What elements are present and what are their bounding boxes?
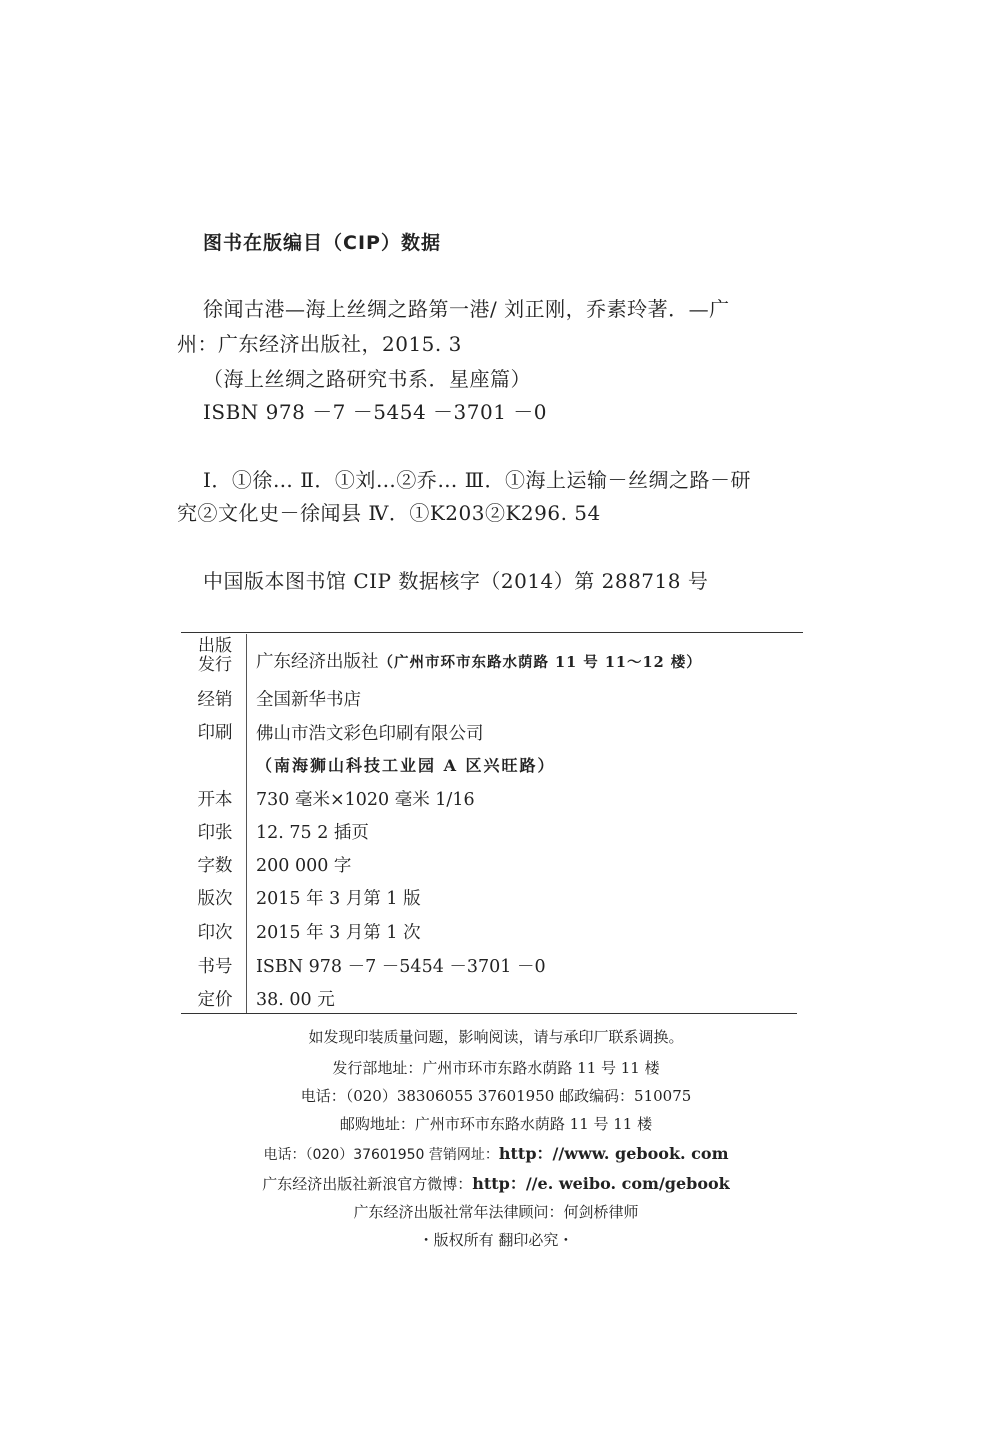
sheets-value: 12. 75 2 插页 — [256, 823, 369, 843]
publisher-value — [256, 648, 702, 673]
words-label: 字数 — [197, 856, 233, 876]
weibo-prefix: 广东经济出版社新浪官方微博： — [262, 1175, 473, 1193]
printer-value: 佛山市浩文彩色印刷有限公司 — [256, 724, 484, 744]
distributor-label: 经销 — [197, 690, 233, 710]
cip-title: 图书在版编目（CIP）数据 — [203, 232, 441, 254]
table-top-rule — [181, 632, 803, 633]
words-value: 200 000 字 — [256, 856, 352, 876]
quality-notice: 如发现印装质量问题，影响阅读，请与承印厂联系调换。 — [308, 1028, 684, 1046]
table-divider — [246, 634, 247, 1013]
sheets-label: 印张 — [197, 823, 233, 843]
cip-line-1: 徐闻古港—海上丝绸之路第一港/ 刘正刚，乔素玲著．—广 — [203, 297, 730, 321]
cip-line-4: ISBN 978 －7 －5454 －3701 －0 — [203, 400, 548, 424]
website-link[interactable]: http：//www. gebook. com — [498, 1144, 729, 1163]
cip-line-5: Ⅰ．①徐… Ⅱ．①刘…②乔… Ⅲ．①海上运输－丝绸之路－研 — [203, 468, 751, 492]
printer-label: 印刷 — [197, 723, 233, 743]
dist-address: 发行部地址：广州市环市东路水荫路 11 号 11 楼 — [332, 1059, 660, 1077]
distributor-value: 全国新华书店 — [256, 690, 361, 710]
cip-line-2: 州：广东经济出版社，2015. 3 — [177, 332, 462, 356]
publisher-address: （广州市环市东路水荫路 11 号 11～12 楼） — [378, 654, 702, 671]
isbn-label: 书号 — [197, 957, 233, 977]
publisher-label: 出版 发行 — [198, 636, 232, 675]
format-label: 开本 — [197, 790, 233, 810]
mail-phone-line — [0, 1141, 992, 1164]
isbn-value: ISBN 978 －7 －5454 －3701 －0 — [256, 957, 546, 977]
printing-value: 2015 年 3 月第 1 次 — [256, 923, 421, 943]
printer-address: （南海狮山科技工业园 A 区兴旺路） — [256, 756, 556, 775]
price-label: 定价 — [197, 990, 233, 1010]
edition-value: 2015 年 3 月第 1 版 — [256, 889, 421, 909]
price-value: 38. 00 元 — [256, 990, 335, 1010]
printing-label: 印次 — [197, 923, 233, 943]
mail-phone: 电话：（020）37601950 营销网址： — [263, 1147, 499, 1163]
cip-line-7: 中国版本图书馆 CIP 数据核字（2014）第 288718 号 — [203, 569, 709, 593]
dist-phone: 电话：（020）38306055 37601950 邮政编码：510075 — [300, 1087, 692, 1105]
cip-line-6: 究②文化史－徐闻县 Ⅳ．①K203②K296. 54 — [177, 501, 601, 525]
table-bottom-rule — [181, 1013, 797, 1014]
weibo-link[interactable]: http：//e. weibo. com/gebook — [472, 1174, 730, 1193]
format-value: 730 毫米×1020 毫米 1/16 — [256, 790, 475, 810]
mail-address: 邮购地址：广州市环市东路水荫路 11 号 11 楼 — [339, 1115, 653, 1133]
edition-label: 版次 — [197, 889, 233, 909]
legal-advisor: 广东经济出版社常年法律顾问：何剑桥律师 — [353, 1203, 639, 1221]
publisher-name: 广东经济出版社 — [256, 652, 379, 672]
cip-line-3: （海上丝绸之路研究书系．星座篇） — [203, 367, 531, 391]
copyright-notice: ・版权所有 翻印必究・ — [418, 1231, 574, 1249]
weibo-line — [0, 1171, 992, 1194]
